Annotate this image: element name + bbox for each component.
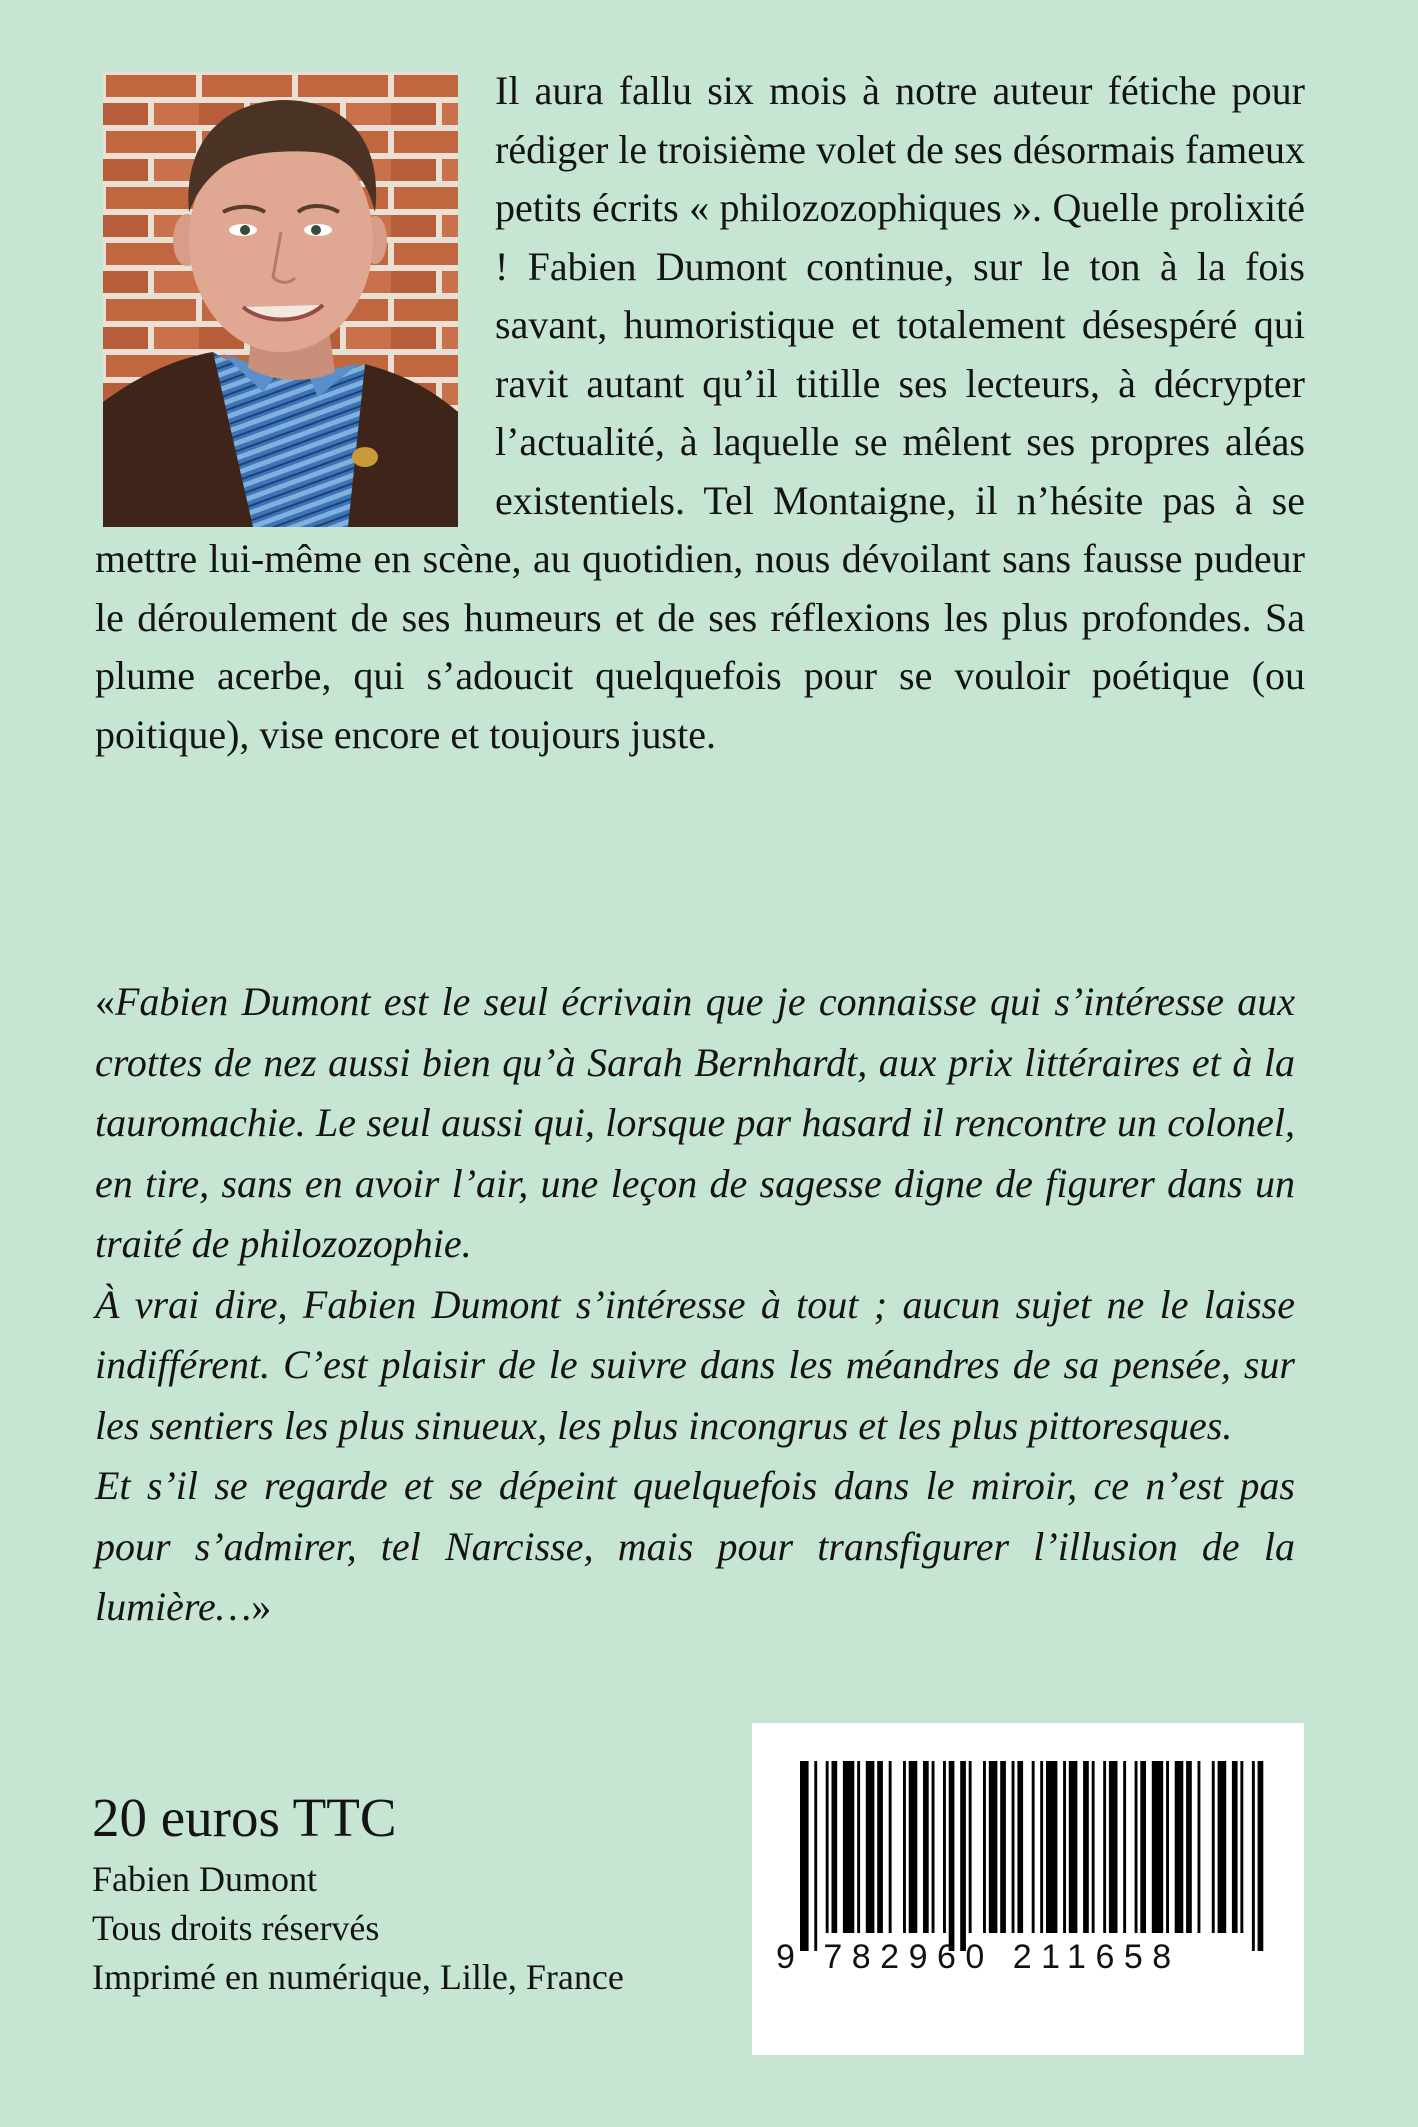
barcode-bar (923, 1761, 929, 1933)
barcode-bar (1092, 1761, 1095, 1933)
summary-text: Il aura fallu six mois à notre auteur fétiche pour rédiger le troisième volet de ses désormais fameux petits écrits « philozozophiques ». Quelle prolixité ! Fabien Dumont continue, sur le ton à la fois savant, humoristique et totalement désespéré qui ravit autant qu’il titille ses lecteurs, à décrypter l’actualité, à laquelle se mêlent ses propres aléas existentiels. Tel Montaigne, il n’hésite pas à se mettre lui-même en scène, au quotidien, nous dévoilant sans fausse pudeur le déroulement de ses humeurs et de ses réflexions les plus profondes. Sa plume acerbe, qui s’adoucit quelquefois pour se vouloir poétique (ou poitique), vise encore et toujours juste. (95, 68, 1305, 757)
barcode-bar (1212, 1761, 1215, 1933)
barcode-bar (1240, 1761, 1243, 1933)
barcode-bar (1258, 1761, 1264, 1951)
barcode-bar (983, 1761, 986, 1933)
barcode-bar (843, 1761, 854, 1933)
barcode-bar (1152, 1761, 1163, 1933)
barcode-bar (1123, 1761, 1126, 1933)
printing-info: Imprimé en numérique, Lille, France (92, 1957, 624, 1997)
quote-paragraph-3-text: Et s’il se regarde et se dépeint quelquefois dans le miroir, ce n’est pas pour s’admirer, tel Narcisse, mais pour transfigurer l’illusion de la lumière… (95, 1463, 1295, 1629)
barcode-bar (1198, 1761, 1201, 1933)
barcode-bar (1218, 1761, 1227, 1933)
barcode-bar (832, 1761, 838, 1933)
author-name: Fabien Dumont (92, 1859, 317, 1899)
barcode-bar (1252, 1761, 1255, 1951)
barcode-bar (1166, 1761, 1169, 1933)
barcode-bar (1017, 1761, 1023, 1933)
barcode-bar (989, 1761, 998, 1933)
price: 20 euros TTC (92, 1787, 397, 1848)
quote-paragraph-3 (95, 1456, 1295, 1638)
barcode-bar (969, 1761, 972, 1933)
barcode-bar (866, 1761, 875, 1933)
barcode-bar (1103, 1761, 1106, 1933)
isbn-barcode (752, 1723, 1304, 2055)
barcode-bar (1012, 1761, 1015, 1933)
quote-paragraph-2: À vrai dire, Fabien Dumont s’intéresse à tout ; aucun sujet ne le laisse indifférent. C’est plaisir de le suivre dans les méandres de sa pensée, sur les sentiers les plus sinueux, les plus incongrus et les plus pittoresques. (95, 1281, 1295, 1448)
rights-notice: Tous droits réservés (92, 1908, 380, 1948)
barcode-bar (932, 1761, 935, 1933)
barcode-bar (949, 1761, 955, 1951)
barcode-bar (1000, 1761, 1006, 1933)
barcode-bar (960, 1761, 966, 1951)
book-summary (95, 62, 1305, 764)
review-quote (95, 972, 1295, 1638)
quote-paragraph-1 (95, 972, 1295, 1275)
photo-wrap-spacer (95, 62, 495, 530)
barcode-bar (903, 1761, 906, 1933)
barcode-bar (1046, 1761, 1057, 1933)
publication-info (92, 1787, 742, 2002)
barcode-bar (909, 1761, 918, 1933)
barcode-bar (1063, 1761, 1066, 1933)
barcode-digits: 9 782960 211658 (776, 1938, 1181, 1976)
barcode-bar (1175, 1761, 1184, 1933)
barcode-bar (1186, 1761, 1192, 1933)
barcode-bar (1032, 1761, 1035, 1933)
barcode-bar (1083, 1761, 1089, 1933)
barcode-bar (1069, 1761, 1078, 1933)
barcode-bar (877, 1761, 883, 1933)
barcode-bar (943, 1761, 946, 1933)
barcode-bar (826, 1761, 829, 1933)
quote-open-mark: « (95, 979, 115, 1024)
barcode-bar (1109, 1761, 1118, 1933)
quote-paragraph-1-text: Fabien Dumont est le seul écrivain que je connaisse qui s’intéresse aux crottes de nez aussi bien qu’à Sarah Bernhardt, aux prix littéraires et à la tauromachie. Le seul aussi qui, lorsque par hasard il rencontre un colonel, en tire, sans en avoir l’air, une leçon de sagesse digne de figurer dans un traité de philozozophie. (95, 979, 1295, 1266)
barcode-bar (857, 1761, 860, 1933)
barcode-bar (1135, 1761, 1138, 1933)
barcode-bars (752, 1723, 1304, 2055)
barcode-bar (814, 1761, 817, 1951)
barcode-bar (800, 1761, 809, 1951)
barcode-bar (1232, 1761, 1238, 1933)
quote-close-mark: » (251, 1584, 272, 1629)
barcode-bar (1040, 1761, 1043, 1933)
barcode-bar (1140, 1761, 1146, 1933)
barcode-bar (889, 1761, 892, 1933)
